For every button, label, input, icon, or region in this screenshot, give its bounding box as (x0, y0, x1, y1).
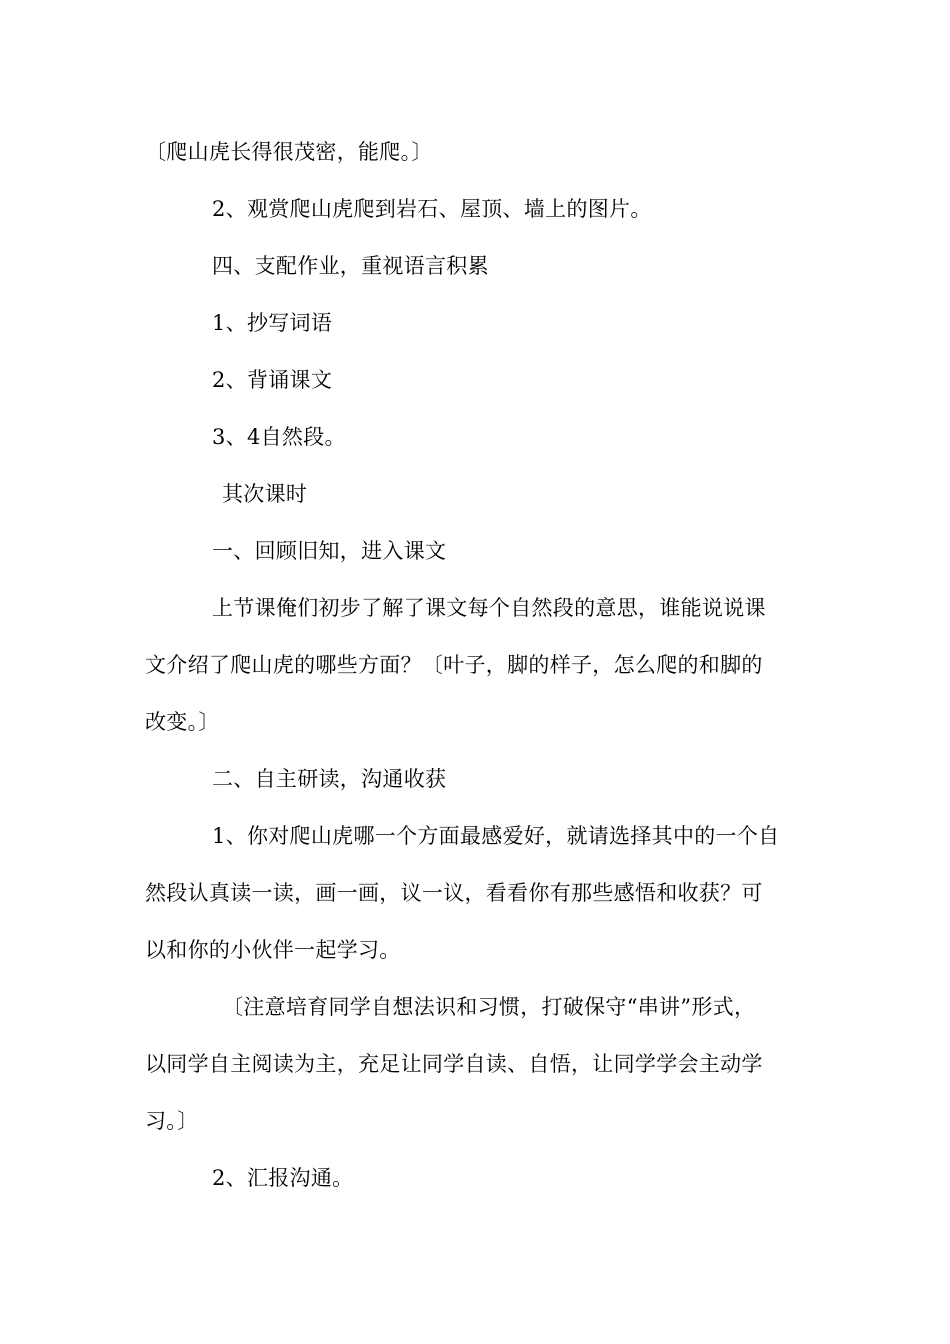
paragraph-line: 以和你的小伙伴一起学习。 (145, 938, 401, 962)
paragraph-line: 2、观赏爬山虎爬到岩石、屋顶、墙上的图片。 (212, 197, 652, 221)
list-item: 2、背诵课文 (212, 368, 333, 392)
section-heading: 二、自主研读，沟通收获 (212, 767, 447, 791)
paragraph-line: 〔注意培育同学自想法识和习惯，打破保守“串讲”形式， (222, 995, 756, 1019)
lesson-heading: 其次课时 (222, 482, 308, 506)
paragraph-line: 然段认真读一读，画一画，议一议，看看你有那些感悟和收获？可 (145, 881, 763, 905)
paragraph-line: 习。〕 (145, 1109, 199, 1133)
list-item: 3、4自然段。 (212, 425, 346, 449)
paragraph-line: 上节课俺们初步了解了课文每个自然段的意思，谁能说说课 (212, 596, 766, 620)
section-heading: 四、支配作业，重视语言积累 (212, 254, 489, 278)
paragraph-line: 以同学自主阅读为主，充足让同学自读、自悟，让同学学会主动学 (145, 1052, 763, 1076)
paragraph-line: 改变。〕 (145, 710, 220, 734)
paragraph-line: 〔爬山虎长得很茂密，能爬。〕 (145, 140, 433, 164)
list-item: 2、汇报沟通。 (212, 1166, 354, 1190)
section-heading: 一、回顾旧知，进入课文 (212, 539, 447, 563)
paragraph-line: 文介绍了爬山虎的哪些方面？〔叶子，脚的样子，怎么爬的和脚的 (145, 653, 763, 677)
list-item: 1、抄写词语 (212, 311, 333, 335)
paragraph-line: 1、你对爬山虎哪一个方面最感爱好，就请选择其中的一个自 (212, 824, 780, 848)
